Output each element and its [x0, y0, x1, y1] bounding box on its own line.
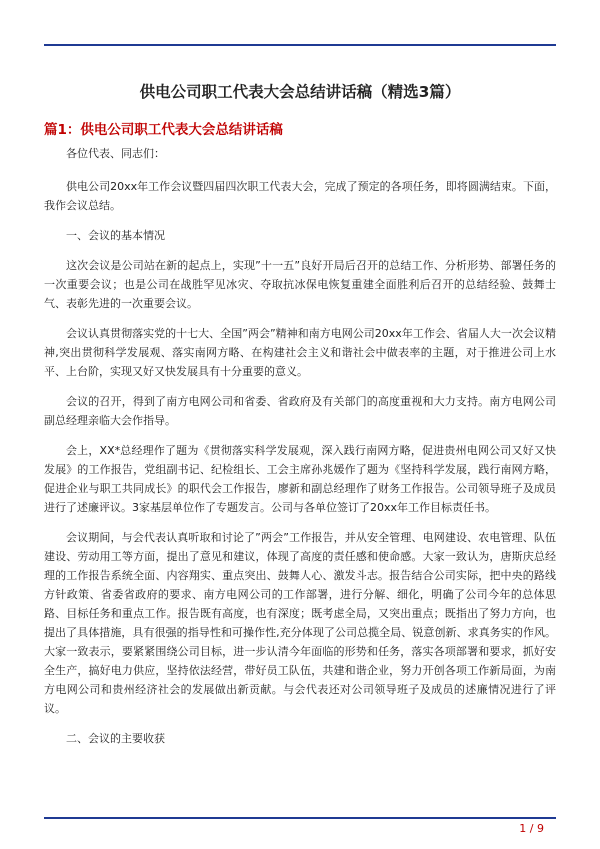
- header-rule: [44, 44, 556, 46]
- document-body: [44, 144, 556, 759]
- salutation: 各位代表、同志们：: [66, 147, 165, 160]
- document-title: 供电公司职工代表大会总结讲话稿（精选3篇）: [139, 83, 461, 101]
- section-heading-2: 二、会议的主要收获: [66, 732, 165, 745]
- paragraph: 这次会议是公司站在新的起点上，实现”十一五”良好开局后召开的总结工作、分析形势、部署任务的一次重要会议；也是公司在战胜罕见冰灾、夺取抗冰保电恢复重建全面胜利后召开的总结经验、鼓舞士气、表彰先进的一次重要会议。: [44, 259, 556, 310]
- section-heading: 篇1：供电公司职工代表大会总结讲话稿: [44, 122, 283, 138]
- paragraph: 会议认真贯彻落实党的十七大、全国”两会”精神和南方电网公司20xx年工作会、省届人大一次会议精神,突出贯彻科学发展观、落实南网方略、在构建社会主义和谐社会中做表率的主题，对于推进公司上水平、上台阶，实现又好又快发展具有十分重要的意义。: [44, 327, 556, 378]
- paragraph: 会议的召开，得到了南方电网公司和省委、省政府及有关部门的高度重视和大力支持。南方电网公司副总经理亲临大会作指导。: [44, 395, 556, 427]
- paragraph: 会上，XX*总经理作了题为《贯彻落实科学发展观，深入践行南网方略，促进贵州电网公司又好又快发展》的工作报告，党组副书记、纪检组长、工会主席孙兆媛作了题为《坚持科学发展，践行南网方略，促进企业与职工共同成长》的职代会工作报告，廖新和副总经理作了财务工作报告。公司领导班子及成员进行了述廉评议。3家基层单位作了专题发言。公司与各单位签订了20xx年工作目标责任书。: [44, 444, 556, 514]
- section-heading-1: 一、会议的基本情况: [66, 229, 165, 242]
- footer-rule: [44, 817, 556, 819]
- paragraph: 会议期间，与会代表认真听取和讨论了”两会”工作报告，并从安全管理、电网建设、农电管理、队伍建设、劳动用工等方面，提出了意见和建议，体现了高度的责任感和使命感。大家一致认为，唐斯庆总经理的工作报告系统全面、内容翔实、重点突出、鼓舞人心、激发斗志。报告结合公司实际，把中央的路线方针政策、省委省政府的要求、南方电网公司的工作部署，进行分解、细化，明确了公司今年的总体思路、目标任务和重点工作。报告既有高度，也有深度；既考虑全局，又突出重点；既指出了努力方向，也提出了具体措施，具有很强的指导性和可操作性,充分体现了公司总揽全局、锐意创新、求真务实的作风。大家一致表示，要紧紧围绕公司目标，进一步认清今年面临的形势和任务，落实各项部署和要求，抓好安全生产，搞好电力供应，坚持依法经营，带好员工队伍，共建和谐企业，努力开创各项工作新局面，为南方电网公司和贵州经济社会的发展做出新贡献。与会代表还对公司领导班子及成员的述廉情况进行了评议。: [44, 531, 556, 715]
- page-number: 1 / 9: [519, 822, 544, 835]
- paragraph-intro: 供电公司20xx年工作会议暨四届四次职工代表大会，完成了预定的各项任务，即将圆满结束。下面，我作会议总结。: [44, 180, 556, 212]
